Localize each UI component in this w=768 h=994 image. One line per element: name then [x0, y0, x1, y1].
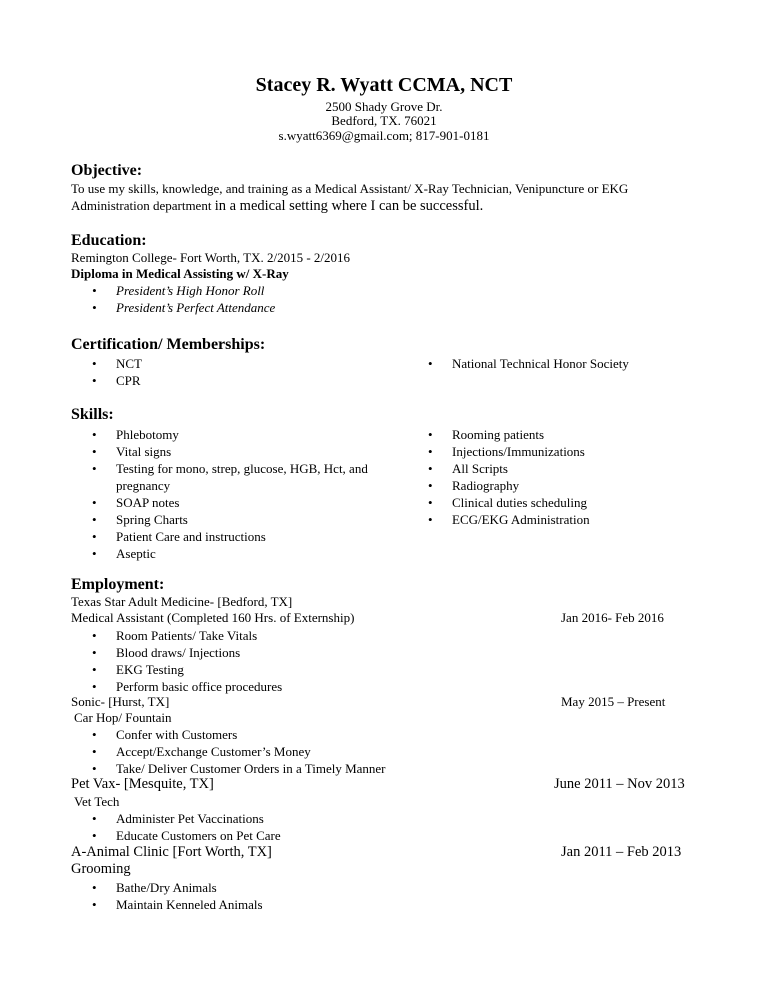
list-item: • SOAP notes	[92, 494, 396, 511]
skills-heading: Skills:	[71, 406, 114, 423]
list-item: • National Technical Honor Society	[428, 355, 629, 372]
list-item: • Blood draws/ Injections	[92, 644, 282, 661]
list-item: • Rooming patients	[428, 426, 590, 443]
list-item: • Patient Care and instructions	[92, 528, 396, 545]
list-item: • Aseptic	[92, 545, 396, 562]
certifications-left-list	[92, 355, 142, 389]
objective-line-1: To use my skills, knowledge, and training as a Medical Assistant/ X-Ray Technician, Venipuncture or EKG	[71, 181, 629, 196]
job-duties-list	[92, 726, 386, 777]
list-item: • Radiography	[428, 477, 590, 494]
list-item: • Accept/Exchange Customer’s Money	[92, 743, 386, 760]
job-dates: June 2011 – Nov 2013	[554, 776, 685, 792]
job-duties-list	[92, 810, 281, 844]
candidate-name: Stacey R. Wyatt CCMA, NCT	[255, 74, 513, 96]
certifications-heading: Certification/ Memberships:	[71, 336, 266, 353]
objective-line-2b: in a medical setting where I can be successful.	[214, 198, 484, 214]
job-title: Medical Assistant (Completed 160 Hrs. of Externship)	[71, 610, 355, 625]
list-item: • EKG Testing	[92, 661, 282, 678]
objective-heading: Objective:	[71, 162, 143, 179]
list-item: • Vital signs	[92, 443, 396, 460]
employment-heading: Employment:	[71, 576, 165, 593]
education-honors-list	[92, 282, 275, 316]
job-dates: Jan 2016- Feb 2016	[561, 610, 664, 625]
contact-info: s.wyatt6369@gmail.com; 817-901-0181	[278, 128, 490, 143]
objective-line-2	[71, 197, 483, 215]
certifications-right-list	[428, 355, 629, 372]
list-item: • CPR	[92, 372, 142, 389]
address-line-1: 2500 Shady Grove Dr.	[325, 99, 443, 114]
list-item: • Educate Customers on Pet Care	[92, 827, 281, 844]
job-duties-list	[92, 879, 263, 913]
address-line-2: Bedford, TX. 76021	[331, 113, 437, 128]
education-diploma: Diploma in Medical Assisting w/ X-Ray	[71, 266, 289, 281]
list-item: • Room Patients/ Take Vitals	[92, 627, 282, 644]
list-item: • Administer Pet Vaccinations	[92, 810, 281, 827]
job-dates: Jan 2011 – Feb 2013	[561, 844, 682, 860]
education-school: Remington College- Fort Worth, TX. 2/2015 - 2/2016	[71, 250, 351, 265]
job-title: Car Hop/ Fountain	[74, 710, 172, 725]
job-dates: May 2015 – Present	[561, 694, 666, 709]
skills-left-list	[92, 426, 396, 562]
list-item: • President’s Perfect Attendance	[92, 299, 275, 316]
list-item: • ECG/EKG Administration	[428, 511, 590, 528]
list-item: • Clinical duties scheduling	[428, 494, 590, 511]
education-heading: Education:	[71, 232, 147, 249]
job-employer: Sonic- [Hurst, TX]	[71, 694, 170, 709]
list-item: • NCT	[92, 355, 142, 372]
job-employer: Texas Star Adult Medicine- [Bedford, TX]	[71, 594, 293, 609]
skills-right-list	[428, 426, 590, 528]
list-item: • Confer with Customers	[92, 726, 386, 743]
job-duties-list	[92, 627, 282, 695]
list-item: • Perform basic office procedures	[92, 678, 282, 695]
list-item: • President’s High Honor Roll	[92, 282, 275, 299]
job-title: Vet Tech	[74, 794, 120, 809]
list-item: • Maintain Kenneled Animals	[92, 896, 263, 913]
job-employer: A-Animal Clinic [Fort Worth, TX]	[71, 844, 272, 860]
list-item: • Testing for mono, strep, glucose, HGB, Hct, and pregnancy	[92, 460, 396, 494]
list-item: • Bathe/Dry Animals	[92, 879, 263, 896]
list-item: • All Scripts	[428, 460, 590, 477]
list-item: • Take/ Deliver Customer Orders in a Timely Manner	[92, 760, 386, 777]
objective-line-2a: Administration department	[71, 198, 215, 213]
job-employer: Pet Vax- [Mesquite, TX]	[71, 776, 214, 792]
list-item: • Spring Charts	[92, 511, 396, 528]
job-title: Grooming	[71, 861, 131, 877]
list-item: • Phlebotomy	[92, 426, 396, 443]
list-item: • Injections/Immunizations	[428, 443, 590, 460]
